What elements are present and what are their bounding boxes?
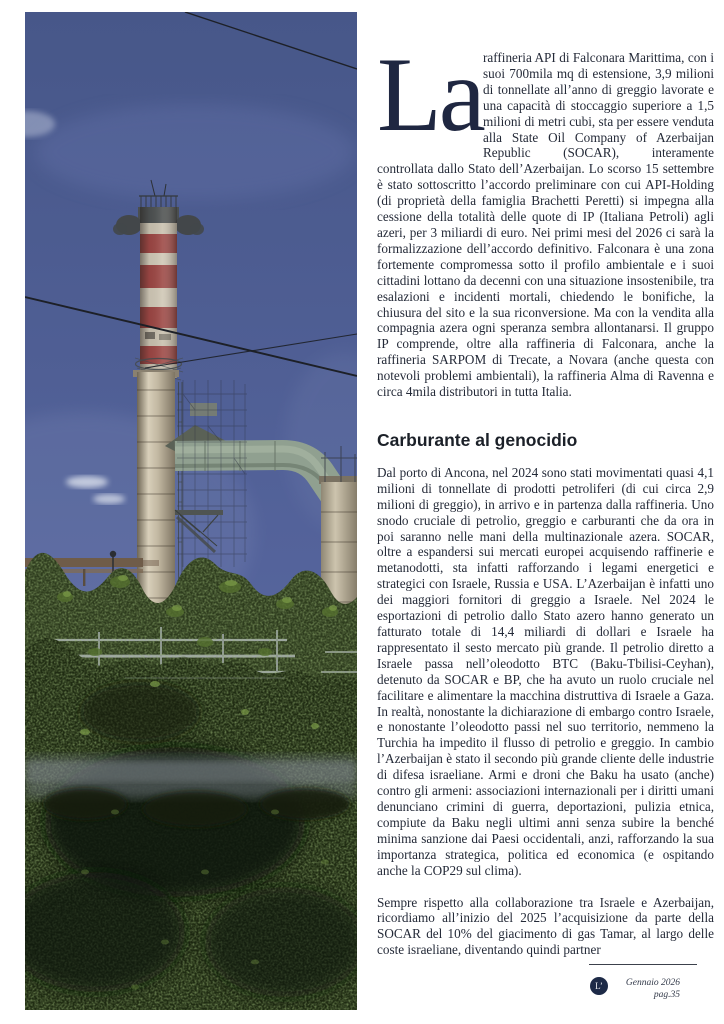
paragraph-1-text: raffineria API di Falconara Marittima, con i suoi 700mila mq di estensione, 3,9 milioni di tonnellate all’anno di greggio lavorate e una capacità di stoccaggio superiore a 1,5 milioni di metri cubi, sta per essere venduta alla State Oil Company of Azerbaijan Republic (SOCAR), interamente controllata dallo Stato dell’Azerbaijan. Lo scorso 15 settembre è stato sottoscritto l’accordo preliminare con cui API-Holding (di proprietà della famiglia Brachetti Peretti) si impegna alla cessione della totalità delle quote di IP (Italiana Petroli) agli azeri, per 3 miliardi di euro. Nei primi mesi del 2026 ci sarà la formalizzazione dell’accordo definitivo. Falconara è una zona fortemente compromessa sotto il profilo ambientale e i suoi cittadini lottano da decenni con una situazione insostenibile, tra esalazioni e incidenti mortali, chiedendo le bonifiche, la chiusura del sito e la sua riconversione. Ma con la vendita alla compagnia azera ogni speranza sembra allontanarsi. Il gruppo IP comprende, oltre alla raffineria di Falconara, anche la raffineria SARPOM di Trecate, a Novara (anche questa con notevoli problemi ambientali), la raffineria Alma di Ravenna e circa 4mila distributori in tutta Italia.: [377, 50, 714, 400]
section-heading: Carburante al genocidio: [377, 429, 578, 450]
article-paragraph-2: Dal porto di Ancona, nel 2024 sono stati movimentati quasi 4,1 milioni di tonnellate di prodotti petroliferi (di cui circa 2,9 milioni di greggio), in arrivo e in partenza dalla raffineria. Uno snodo cruciale di petrolio, greggio e carburanti che da ora in poi saranno nelle mani della multinazionale azera. SOCAR, oltre a espandersi sui mercati europei acquisendo raffinerie e metanodotti, sta infatti rafforzando i legami energetici e strategici con Israele, Russia e USA. L’Azerbaijan è infatti uno dei maggiori fornitori di greggio a Israele. Nel 2024 le esportazioni di petrolio dallo Stato azero hanno generato un fatturato totale di 14,4 miliardi di dollari e Israele ha rappresentato il sesto mercato più grande. Il petrolio diretto a Israele passa nell’oleodotto BTC (Baku-Tbilisi-Ceyhan), detenuto da SOCAR e BP, che ha avuto un ruolo cruciale nel facilitare e alimentare la macchina distruttiva di Israele a Gaza. In realtà, nonostante la dichiarazione di embargo contro Israele, e nonostante l’oleodotto passi nel suo territorio, nemmeno la Turchia ha impedito il flusso di petrolio e greggio. In cambio l’Azerbaijan è stato il secondo più grande cliente delle industrie di difesa israeliane. Armi e droni che Baku ha usato (anche) contro gli armeni: associazioni internazionali per i diritti umani denunciano crimini di guerra, deportazioni, pulizia etnica, compiute da Baku negli ultimi anni senza subire la benché minima sanzione dai Paesi occidentali, anzi, rafforzando la sua importanza strategica, politica ed economica (e ospitando anche la COP29 sul clima).: [377, 464, 714, 878]
footer-issue: Gennaio 2026: [625, 978, 680, 988]
drop-cap: La: [377, 36, 483, 153]
magazine-logo-letter: L’: [595, 981, 603, 991]
footer-page-number: pag.35: [653, 990, 680, 1001]
article-column: [377, 36, 714, 958]
footer-divider: [589, 964, 697, 965]
article-paragraph-3: Sempre rispetto alla collaborazione tra Israele e Azerbaijan, ricordiamo all’inizio del 2025 l’acquisizione da parte della SOCAR del 10% del giacimento di gas Tamar, al largo delle coste israeliane, diventando quindi partner: [377, 894, 714, 958]
article-paragraph-1: [377, 36, 714, 400]
foliage: [25, 553, 357, 1010]
refinery-photo: [25, 12, 357, 1010]
footer-folio: [558, 977, 680, 1002]
refinery-photo-art: [25, 12, 357, 1010]
